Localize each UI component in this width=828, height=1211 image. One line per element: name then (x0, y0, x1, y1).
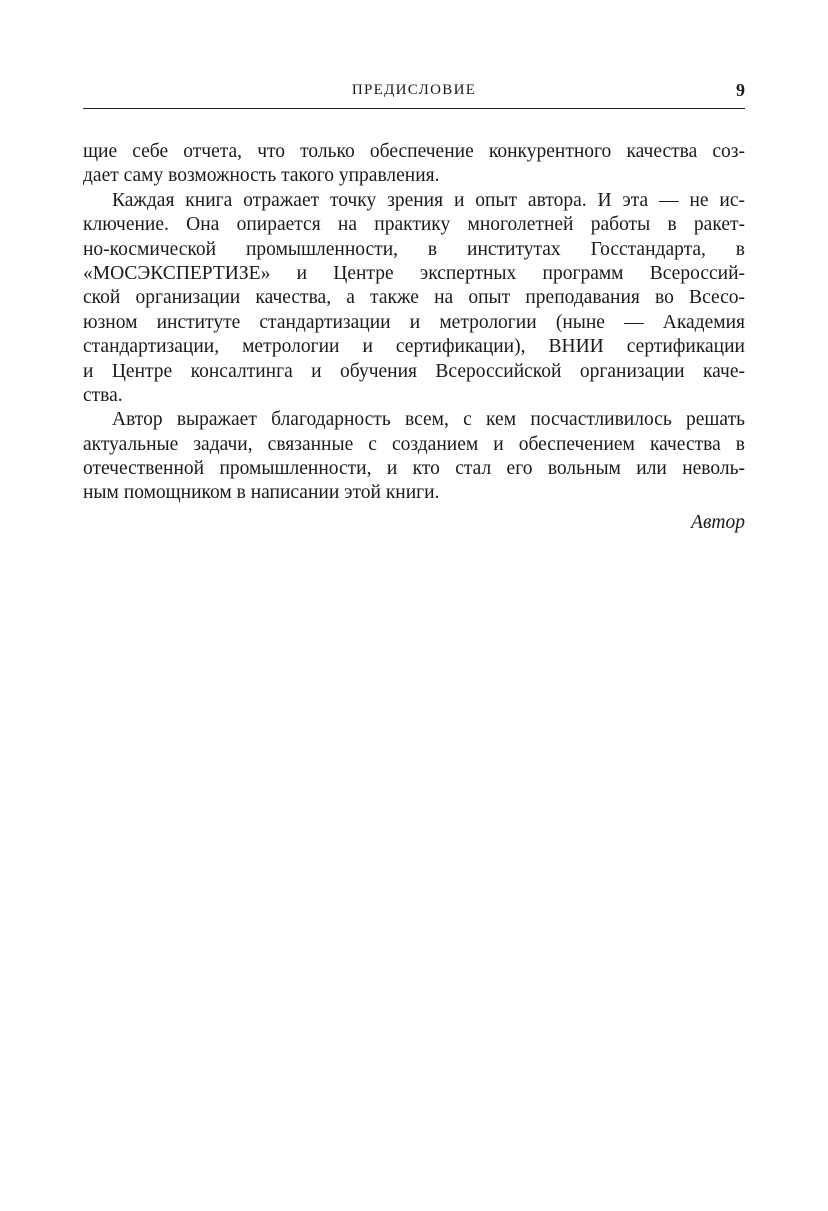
text-line: Автор выражает благодарность всем, с кем посчастливилось решать (112, 409, 745, 431)
text-line: дает саму возможность такого управления. (83, 165, 440, 187)
text-line: но-космической промышленности, в институтах Госстандарта, в (83, 238, 745, 260)
text-line: и Центре консалтинга и обучения Всероссийской организации каче- (83, 360, 745, 382)
paragraph-3 (83, 408, 745, 506)
text-line: отечественной промышленности, и кто стал его вольным или неволь- (83, 458, 745, 480)
text-line: «МОСЭКСПЕРТИЗЕ» и Центре экспертных программ Всероссий- (83, 262, 745, 284)
paragraph-1 (83, 140, 745, 189)
text-line: юзном институте стандартизации и метрологии (ныне — Академия (83, 311, 745, 333)
text-line: ской организации качества, а также на опыт преподавания во Всесо- (83, 287, 745, 309)
text-line: стандартизации, метрологии и сертификации), ВНИИ сертификации (83, 336, 745, 358)
paragraph-2 (83, 189, 745, 409)
text-line: ства. (83, 384, 123, 406)
text-line: щие себе отчета, что только обеспечение конкурентного качества соз- (83, 141, 745, 162)
text-line: ным помощником в написании этой книги. (83, 482, 440, 504)
body-text (83, 140, 745, 506)
author-signature: Автор (691, 512, 745, 533)
text-line: ключение. Она опирается на практику многолетней работы в ракет- (83, 214, 745, 236)
page-header (83, 80, 745, 109)
page-number: 9 (736, 80, 745, 100)
text-line: Каждая книга отражает точку зрения и опыт автора. И эта — не ис- (112, 189, 745, 211)
text-line: актуальные задачи, связанные с созданием и обеспечением качества в (83, 433, 745, 455)
running-title: ПРЕДИСЛОВИЕ (351, 82, 477, 98)
